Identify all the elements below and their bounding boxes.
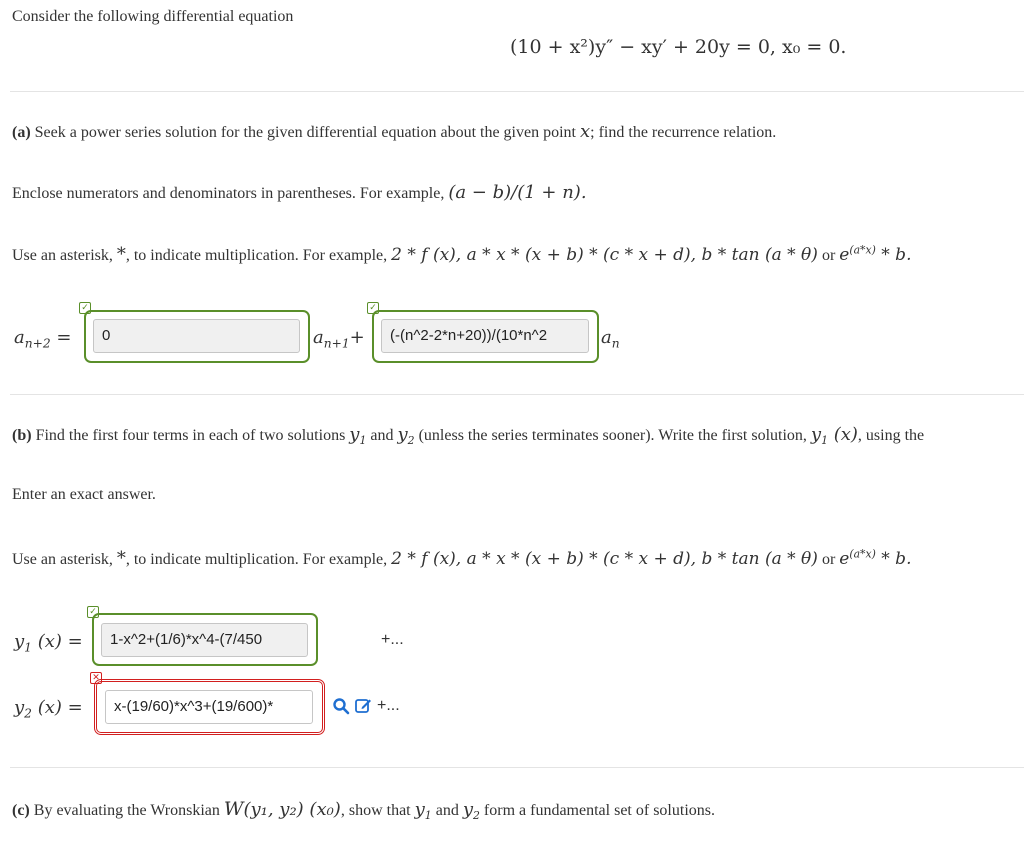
- magnifier-icon[interactable]: [332, 697, 350, 715]
- answer-box-y2: [94, 679, 325, 735]
- y1-label: [14, 631, 83, 655]
- b-hint-example: 2 * f (x), a * x * (x + b) * (c * x + d), b * tan (a * θ): [391, 549, 818, 569]
- y2-label: [14, 697, 83, 721]
- y1-label-y: y: [14, 631, 25, 652]
- y1-input[interactable]: 1-x^2+(1/6)*x^4-(7/450: [101, 623, 308, 657]
- hint-asterisk-exp: e: [839, 245, 850, 265]
- mid-sub: n+1: [323, 336, 350, 351]
- y2-label-rest: (x) =: [31, 697, 83, 718]
- part-a-label: (a): [12, 124, 31, 141]
- lhs-sub: n+2: [24, 336, 51, 351]
- b-hint-end: * b.: [875, 549, 912, 569]
- recurrence-tail-term: [601, 327, 620, 351]
- y2-input[interactable]: x-(19/60)*x^3+(19/600)*: [105, 690, 313, 724]
- part-a-var: x: [580, 121, 591, 142]
- hint-asterisk-middle: , to indicate multiplication. For example,: [125, 247, 392, 264]
- divider: [10, 394, 1024, 395]
- recurrence-mid-term: [313, 327, 365, 351]
- x-icon: ✕: [90, 672, 102, 684]
- y2-tail: +...: [377, 697, 400, 714]
- pencil-icon[interactable]: [354, 696, 373, 715]
- check-icon: ✓: [367, 302, 379, 314]
- part-c-text: By evaluating the Wronskian: [29, 802, 224, 819]
- tail-a: a: [601, 327, 612, 348]
- y1-label-rest: (x) =: [31, 631, 83, 652]
- answer-box-y1: [92, 613, 318, 666]
- part-b-label: (b): [12, 427, 32, 444]
- part-b-prompt: [12, 424, 925, 448]
- part-b-hint-exact: Enter an exact answer.: [12, 486, 156, 503]
- hint-asterisk-end: * b.: [875, 245, 912, 265]
- part-c-y1: y: [414, 799, 425, 820]
- part-b-y2-sub: 2: [407, 434, 415, 448]
- part-c-and: and: [431, 802, 463, 819]
- recurrence-lhs: [14, 327, 72, 351]
- b-hint-middle: , to indicate multiplication. For example,: [125, 551, 392, 568]
- part-c-label: (c): [12, 802, 30, 819]
- part-c-text-end: , show that: [340, 802, 415, 819]
- hint-parentheses-text: Enclose numerators and denominators in parentheses. For example,: [12, 185, 449, 202]
- answer-box-a1: [84, 310, 310, 363]
- part-c-w: W: [223, 798, 244, 820]
- b-hint-or: or: [817, 551, 840, 568]
- part-b-y2: y: [397, 424, 408, 445]
- part-b-hint-asterisk: [12, 548, 911, 569]
- hint-asterisk-example: 2 * f (x), a * x * (x + b) * (c * x + d), b * tan (a * θ): [391, 245, 818, 265]
- part-a-text-end: ; find the recurrence relation.: [590, 124, 777, 141]
- part-a-text: Seek a power series solution for the given differential equation about the given point: [30, 124, 580, 141]
- part-b-y1-again-sub: 1: [821, 434, 828, 448]
- part-a-hint-parentheses: [12, 182, 587, 203]
- part-a-prompt: [12, 121, 776, 142]
- part-c-text-end2: form a fundamental set of solutions.: [479, 802, 715, 819]
- part-b-text2: (unless the series terminates sooner). Write the first solution,: [414, 427, 811, 444]
- hint-asterisk-or: or: [817, 247, 840, 264]
- part-b-y1-again: y: [810, 424, 822, 445]
- part-b-y1-arg: (x): [828, 424, 858, 445]
- hint-asterisk-exp-sup: (a*x): [849, 243, 876, 257]
- b-hint-exp-sup: (a*x): [849, 547, 876, 561]
- part-c-y2-sub: 2: [473, 809, 480, 823]
- intro-text: Consider the following differential equation: [12, 8, 294, 25]
- y1-label-sub: 1: [24, 640, 32, 655]
- part-c-w-args: (y₁, y₂) (x₀): [243, 799, 341, 820]
- part-c-y1-sub: 1: [424, 809, 432, 823]
- part-b-y1: y: [349, 424, 360, 445]
- tail-sub: n: [611, 336, 620, 351]
- part-b-and: and: [366, 427, 398, 444]
- divider: [10, 91, 1024, 92]
- main-equation: (10 + x²)y″ − xy′ + 20y = 0, x₀ = 0.: [510, 36, 847, 58]
- part-a-hint-asterisk: [12, 244, 911, 265]
- mid-a: a: [313, 327, 324, 348]
- divider: [10, 767, 1024, 768]
- check-icon: ✓: [79, 302, 91, 314]
- hint-asterisk-star: *: [116, 244, 126, 265]
- hint-asterisk-prefix: Use an asterisk,: [12, 247, 117, 264]
- part-b-text: Find the first four terms in each of two solutions: [31, 427, 350, 444]
- part-c-prompt: [12, 798, 715, 823]
- lhs-eq: =: [50, 327, 72, 348]
- answer-box-a2: [372, 310, 599, 363]
- b-hint-exp: e: [839, 549, 850, 569]
- hint-parentheses-example: (a − b)/(1 + n).: [448, 182, 587, 203]
- b-hint-prefix: Use an asterisk,: [12, 551, 117, 568]
- y2-label-sub: 2: [24, 706, 32, 721]
- y2-label-y: y: [14, 697, 25, 718]
- part-b-text-end: , using the: [857, 427, 925, 444]
- part-b-y1-sub: 1: [359, 434, 367, 448]
- part-c-y2: y: [462, 799, 473, 820]
- b-hint-star: *: [116, 548, 126, 569]
- y1-tail: +...: [381, 631, 404, 648]
- check-icon: ✓: [87, 606, 99, 618]
- lhs-a: a: [14, 327, 25, 348]
- recurrence-input-1[interactable]: 0: [93, 319, 300, 353]
- mid-plus: +: [349, 327, 365, 348]
- recurrence-input-2[interactable]: (-(n^2-2*n+20))/(10*n^2: [381, 319, 589, 353]
